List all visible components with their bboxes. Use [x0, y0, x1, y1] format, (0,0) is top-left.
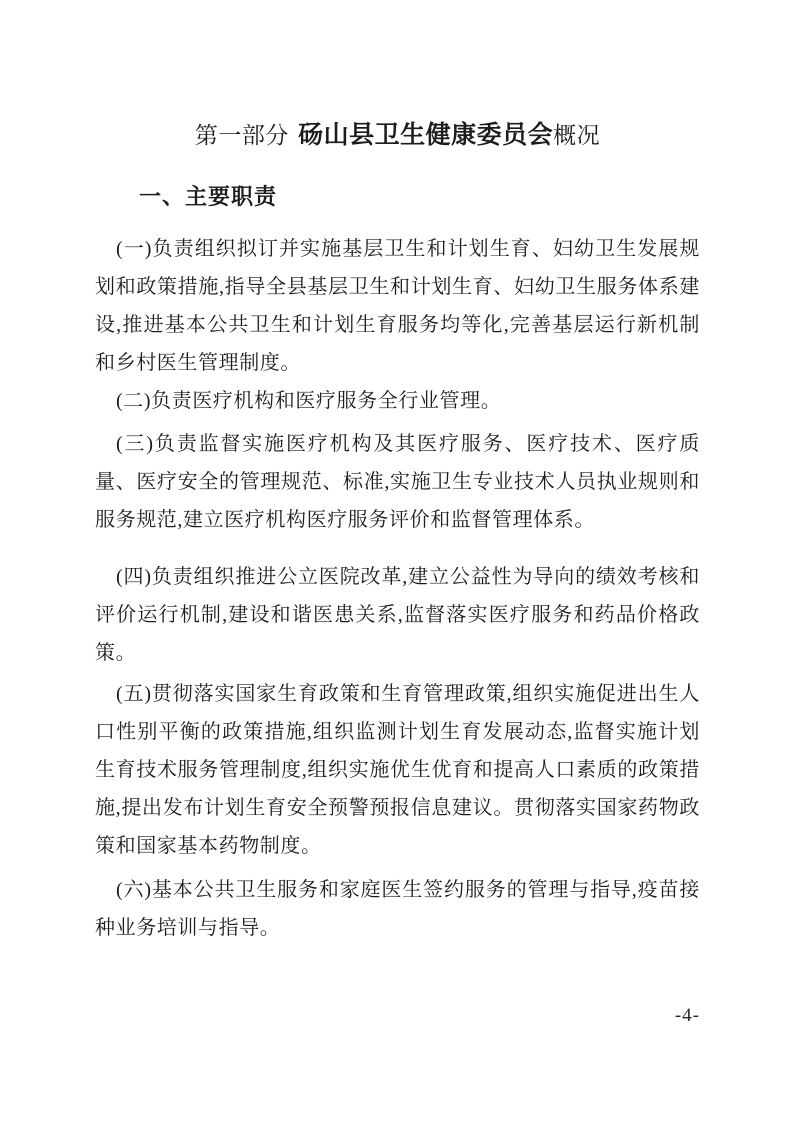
duty-paragraph-5: (五)贯彻落实国家生育政策和生育管理政策,组织实施促进出生人口性别平衡的政策措施,组织监测计划生育发展动态,监督实施计划生育技术服务管理制度,组织实施优生优育和提高人口素质的政策措施,提出发布计划生育安全预警预报信息建议。贯彻落实国家药物政策和国家基本药物制度。	[95, 683, 700, 857]
title-organization-name: 砀山县卫生健康委员会	[298, 122, 554, 149]
duty-paragraph-2: (二)负责医疗机构和医疗服务全行业管理。	[116, 390, 502, 412]
duty-paragraph-6: (六)基本公共卫生服务和家庭医生签约服务的管理与指导,疫苗接种业务培训与指导。	[95, 879, 700, 939]
page-number: -4-	[674, 1005, 700, 1026]
title-overview-suffix: 概况	[553, 123, 601, 148]
document-content	[0, 122, 793, 1027]
duty-paragraph-4: (四)负责组织推进公立医院改革,建立公益性为导向的绩效考核和评价运行机制,建设和谐医患关系,监督落实医疗服务和药品价格政策。	[95, 566, 700, 664]
title-part-label: 第一部分	[194, 123, 289, 148]
document-title	[95, 122, 700, 150]
duty-paragraph-1: (一)负责组织拟订并实施基层卫生和计划生育、妇幼卫生发展规划和政策措施,指导全县基层卫生和计划生育、妇幼卫生服务体系建设,推进基本公共卫生和计划生育服务均等化,完善基层运行新机制和乡村医生管理制度。	[95, 238, 700, 374]
duty-paragraph-3: (三)负责监督实施医疗机构及其医疗服务、医疗技术、医疗质量、医疗安全的管理规范、标准,实施卫生专业技术人员执业规则和服务规范,建立医疗机构医疗服务评价和监督管理体系。	[95, 433, 700, 531]
section-heading-main-duties: 一、主要职责	[139, 184, 278, 209]
